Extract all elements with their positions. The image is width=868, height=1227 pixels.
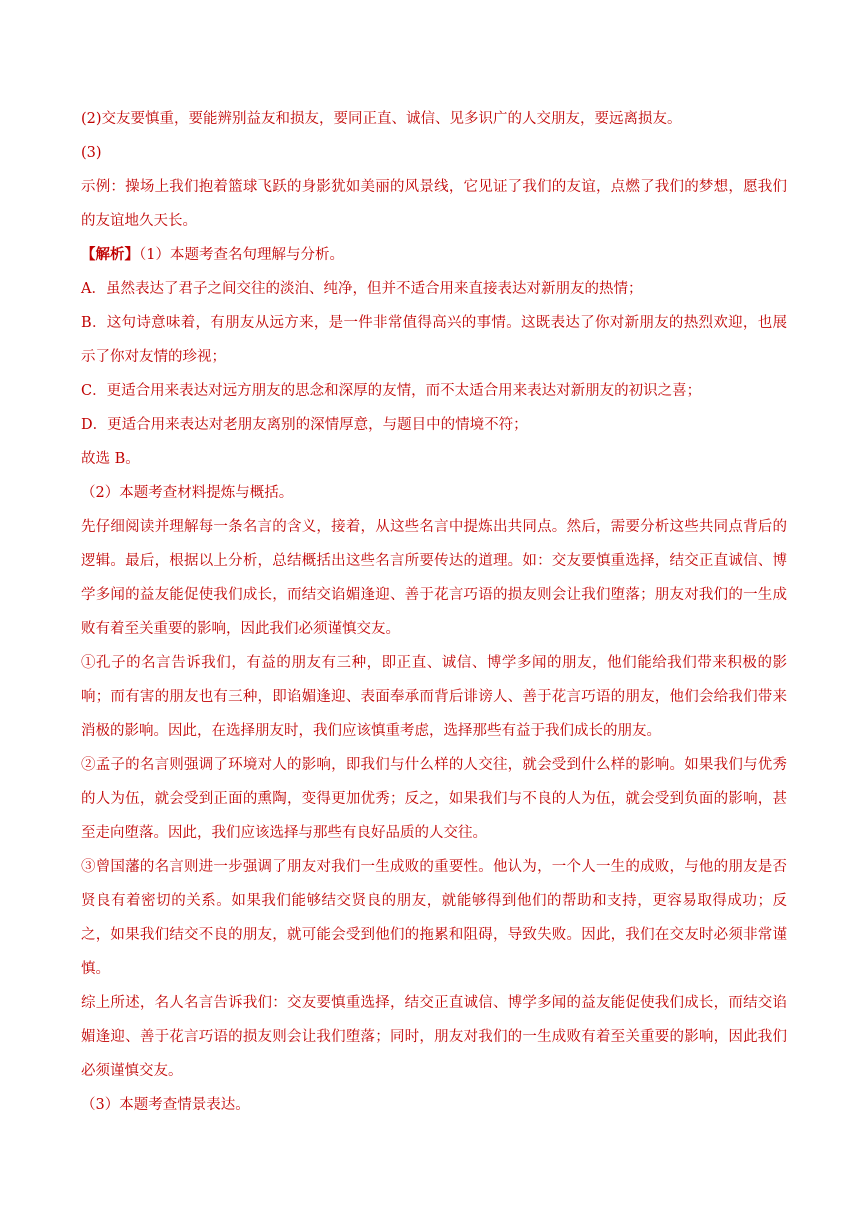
analysis-1	[81, 238, 787, 272]
paragraph-summary: 综上所述，名人名言告诉我们：交友要慎重选择，结交正直诚信、博学多闻的益友能促使我们成长，而结交谄媚逢迎、善于花言巧语的损友则会让我们堕落；同时，朋友对我们的一生成败有着至关重要的影响，因此我们必须谨慎交友。	[81, 995, 787, 1079]
option-b: B．这句诗意味着，有朋友从远方来，是一件非常值得高兴的事情。这既表达了你对新朋友的热烈欢迎，也展示了你对友情的珍视；	[81, 315, 787, 365]
document-page	[81, 109, 787, 1129]
option-c: C．更适合用来表达对远方朋友的思念和深厚的友情，而不太适合用来表达对新朋友的初识之喜；	[81, 383, 702, 399]
analysis-1-text: （1）本题考查名句理解与分析。	[139, 247, 344, 263]
paragraph-mencius: ②孟子的名言则强调了环境对人的影响，即我们与什么样的人交往，就会受到什么样的影响。如果我们与优秀的人为伍，就会受到正面的熏陶，变得更加优秀；反之，如果我们与不良的人为伍，就会受到负面的影响，甚至走向堕落。因此，我们应该选择与那些有良好品质的人交往。	[81, 757, 787, 841]
paragraph-confucius: ①孔子的名言告诉我们，有益的朋友有三种，即正直、诚信、博学多闻的朋友，他们能给我们带来积极的影响；而有害的朋友也有三种，即谄媚逢迎、表面奉承而背后诽谤人、善于花言巧语的朋友，他们会给我们带来消极的影响。因此，在选择朋友时，我们应该慎重考虑，选择那些有益于我们成长的朋友。	[81, 655, 787, 739]
paragraph-zeng: ③曾国藩的名言则进一步强调了朋友对我们一生成败的重要性。他认为，一个人一生的成败，与他的朋友是否贤良有着密切的关系。如果我们能够结交贤良的朋友，就能够得到他们的帮助和支持，更容易取得成功；反之，如果我们结交不良的朋友，就可能会受到他们的拖累和阻碍，导致失败。因此，我们在交友时必须非常谨慎。	[81, 859, 787, 977]
analysis-3: （3）本题考查情景表达。	[81, 1097, 250, 1113]
analysis-tag: 【解析】	[81, 246, 139, 263]
answer-3-label: (3)	[81, 145, 102, 161]
paragraph-method: 先仔细阅读并理解每一条名言的含义，接着，从这些名言中提炼出共同点。然后，需要分析这些共同点背后的逻辑。最后，根据以上分析，总结概括出这些名言所要传达的道理。如：交友要慎重选择，结交正直诚信、博学多闻的益友能促使我们成长，而结交谄媚逢迎、善于花言巧语的损友则会让我们堕落；朋友对我们的一生成败有着至关重要的影响，因此我们必须谨慎交友。	[81, 519, 787, 637]
choose-answer: 故选 B。	[81, 451, 140, 467]
analysis-2: （2）本题考查材料提炼与概括。	[81, 485, 294, 501]
answer-2: (2)交友要慎重，要能辨别益友和损友，要同正直、诚信、见多识广的人交朋友，要远离损友。	[81, 111, 682, 127]
answer-3-example: 示例：操场上我们抱着篮球飞跃的身影犹如美丽的风景线，它见证了我们的友谊，点燃了我们的梦想，愿我们的友谊地久天长。	[81, 179, 787, 229]
option-a: A．虽然表达了君子之间交往的淡泊、纯净，但并不适合用来直接表达对新朋友的热情；	[81, 281, 643, 297]
option-d: D．更适合用来表达对老朋友离别的深情厚意，与题目中的情境不符；	[81, 417, 528, 433]
